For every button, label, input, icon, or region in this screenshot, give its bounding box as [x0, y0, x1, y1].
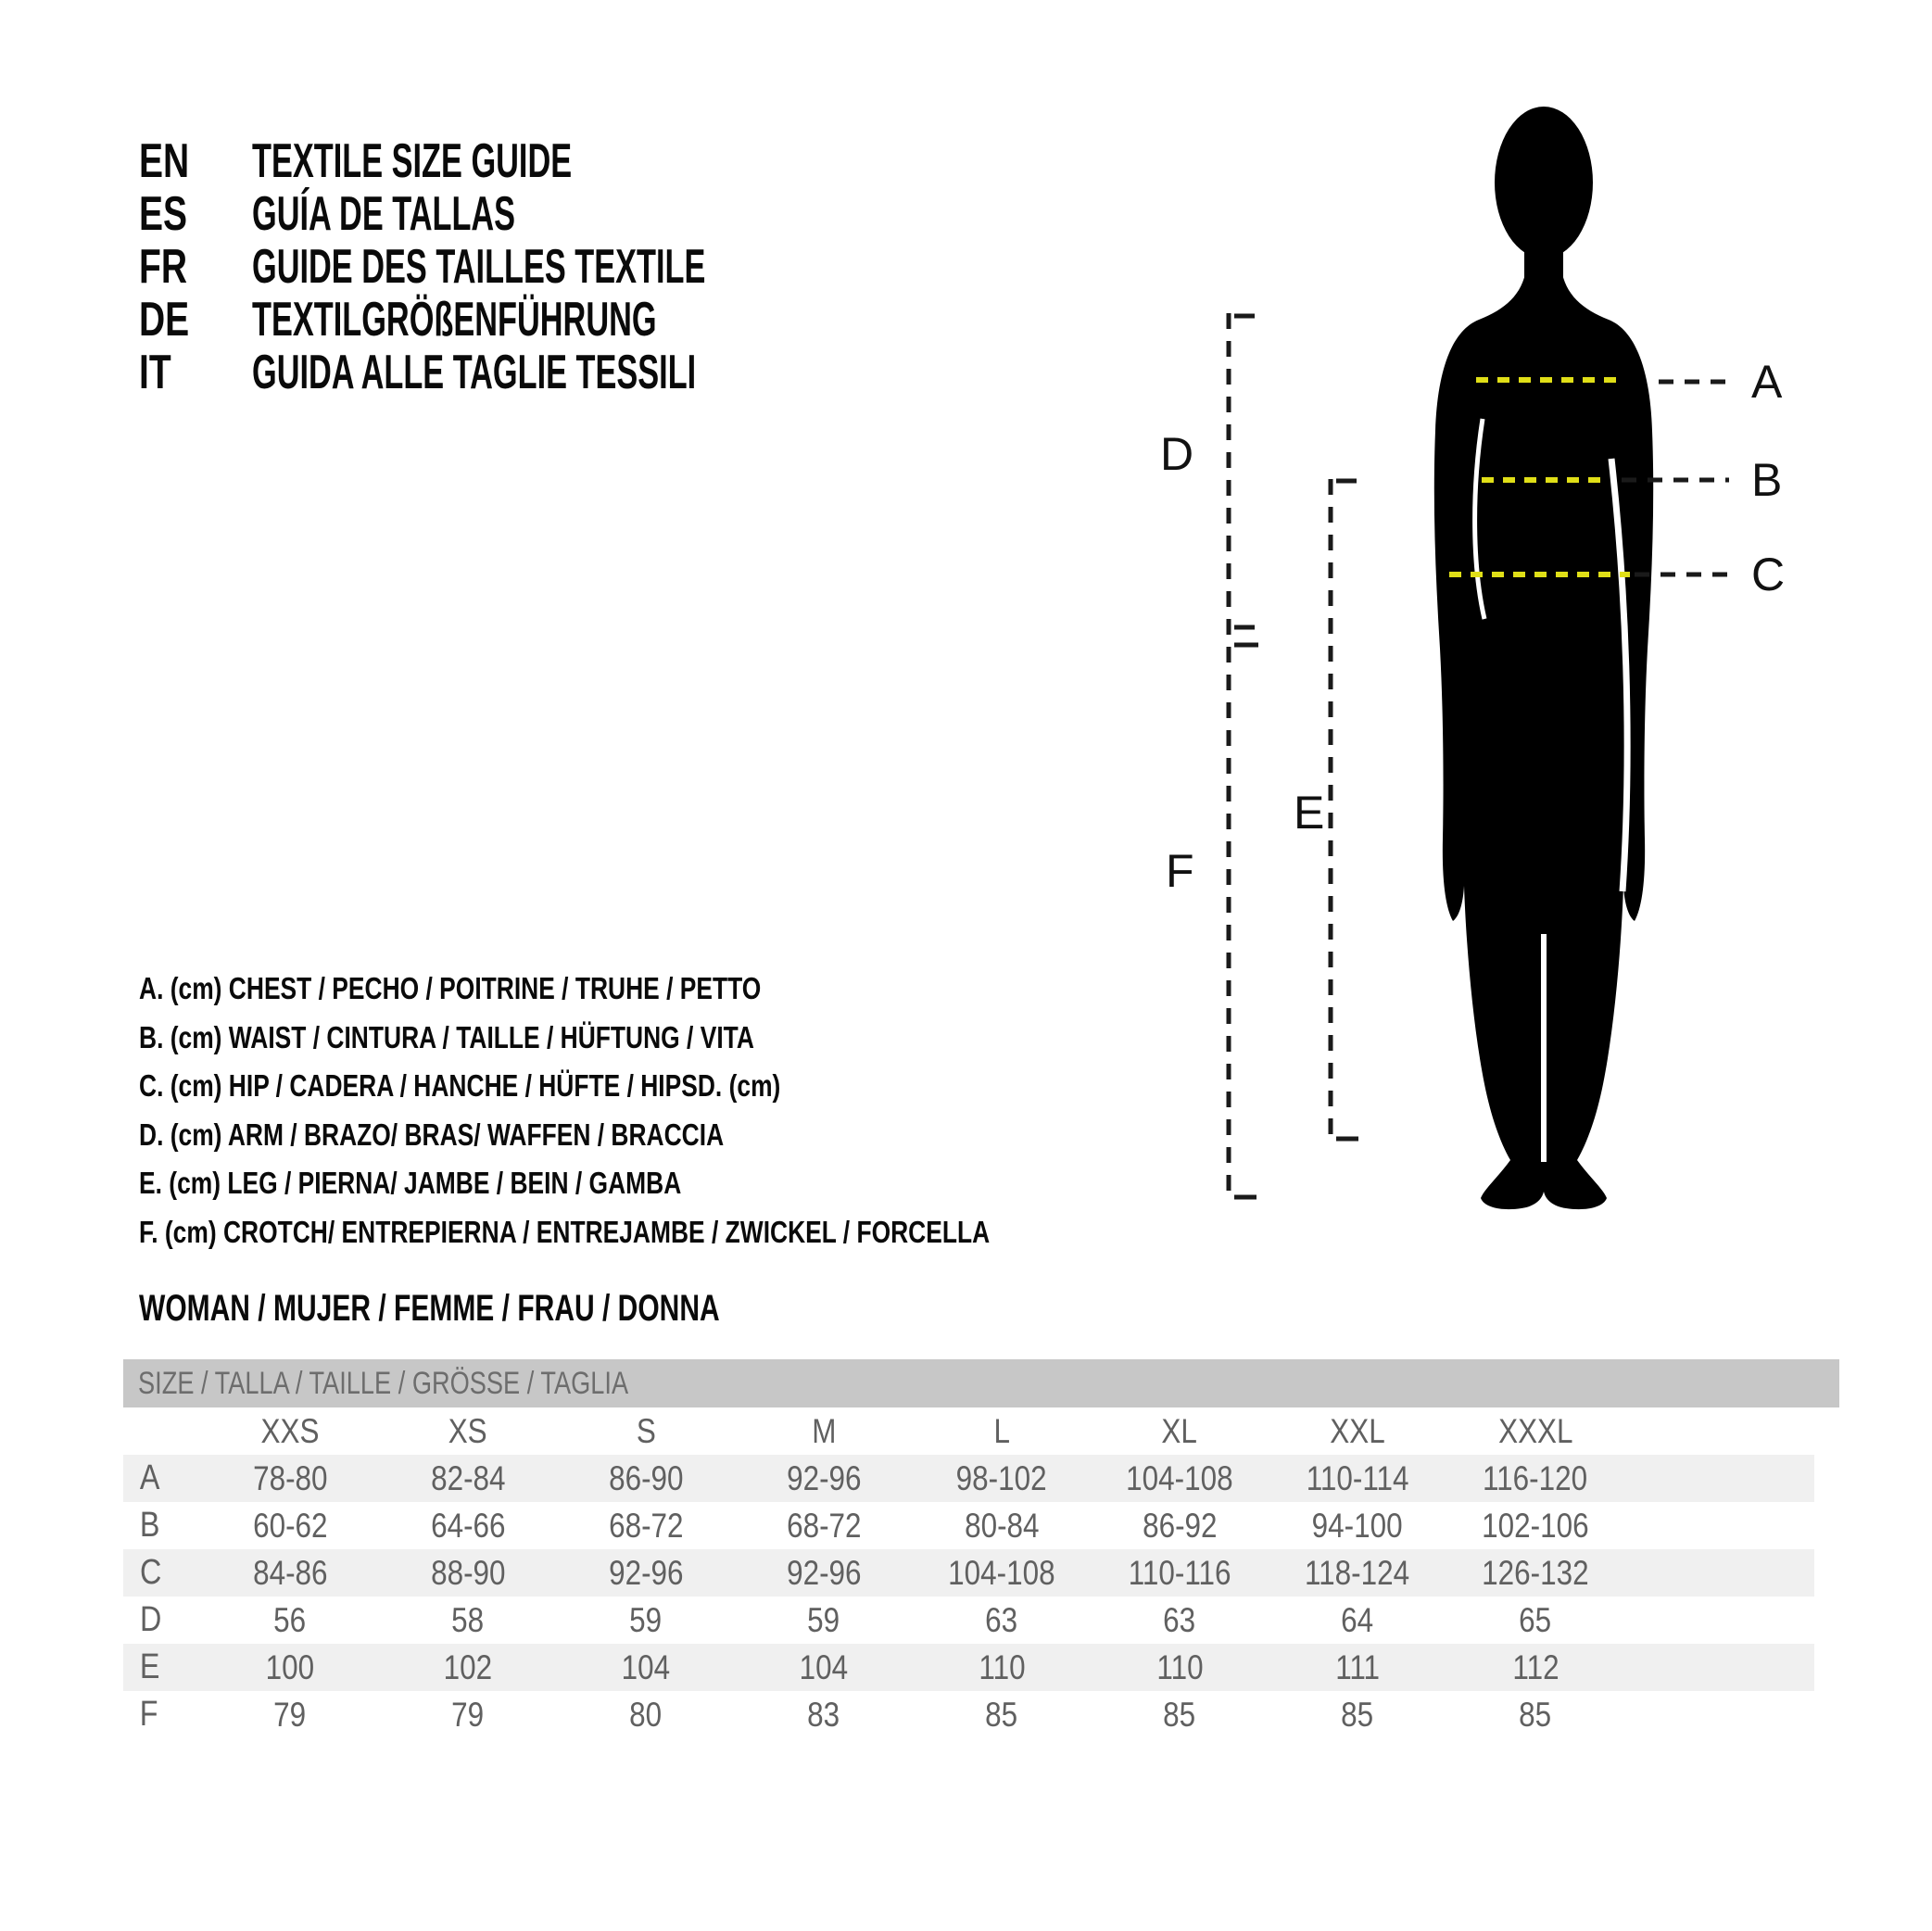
table-cell: 98-102	[956, 1458, 1047, 1497]
size-col-header: XXS	[260, 1411, 320, 1450]
lang-title: GUIDE DES TAILLES TEXTILE	[252, 239, 706, 294]
row-label: C	[140, 1553, 162, 1592]
marker-label-b: B	[1751, 454, 1783, 506]
lang-code: FR	[139, 239, 187, 294]
table-cell: 92-96	[786, 1553, 862, 1592]
row-label: E	[139, 1647, 160, 1686]
table-cell: 104	[799, 1647, 849, 1686]
section-heading	[139, 1290, 914, 1327]
marker-label-f: F	[1166, 845, 1194, 897]
woman-silhouette	[1434, 107, 1653, 1209]
lang-row-de	[139, 293, 940, 346]
size-col-header: XXXL	[1497, 1411, 1573, 1450]
lang-title: TEXTILGRÖßENFÜHRUNG	[252, 292, 657, 347]
row-label: B	[139, 1506, 160, 1545]
table-cell: 64-66	[430, 1506, 506, 1545]
table-cell: 102-106	[1482, 1506, 1589, 1545]
table-cell: 60-62	[252, 1506, 328, 1545]
table-row-d	[123, 1597, 1814, 1644]
table-cell: 85	[985, 1695, 1018, 1734]
table-cell: 78-80	[252, 1458, 328, 1497]
row-label: F	[139, 1695, 158, 1734]
table-cell: 64	[1341, 1600, 1374, 1639]
lang-title: GUIDA ALLE TAGLIE TESSILI	[252, 345, 697, 399]
table-cell: 104-108	[948, 1553, 1055, 1592]
measurement-legend	[139, 965, 1203, 1256]
lang-code: DE	[139, 292, 190, 347]
size-header-row	[123, 1407, 1814, 1455]
legend-item-waist: B. (cm) WAIST / CINTURA / TAILLE / HÜFTUNG / VITA	[139, 1019, 754, 1054]
table-cell: 111	[1335, 1647, 1380, 1686]
table-cell: 79	[451, 1695, 485, 1734]
table-cell: 104	[621, 1647, 671, 1686]
size-table	[123, 1407, 1814, 1738]
table-cell: 68-72	[608, 1506, 684, 1545]
size-col-header: XXL	[1330, 1411, 1385, 1450]
section-heading-text: WOMAN / MUJER / FEMME / FRAU / DONNA	[139, 1288, 720, 1329]
legend-item-leg: E. (cm) LEG / PIERNA/ JAMBE / BEIN / GAMBA	[139, 1166, 682, 1201]
lang-row-en	[139, 134, 940, 187]
table-cell: 88-90	[430, 1553, 506, 1592]
size-col-header: L	[993, 1411, 1010, 1450]
table-cell: 102	[443, 1647, 493, 1686]
table-row-f	[123, 1691, 1814, 1738]
table-cell: 80	[629, 1695, 663, 1734]
table-row-c	[123, 1549, 1814, 1597]
table-cell: 79	[273, 1695, 307, 1734]
language-title-block	[139, 134, 940, 398]
table-cell: 58	[451, 1600, 485, 1639]
table-cell: 85	[1519, 1695, 1552, 1734]
table-cell: 65	[1519, 1600, 1552, 1639]
lang-code: IT	[139, 345, 171, 399]
size-col-header: XL	[1161, 1411, 1198, 1450]
table-cell: 94-100	[1312, 1506, 1403, 1545]
legend-item-chest: A. (cm) CHEST / PECHO / POITRINE / TRUHE / PETTO	[139, 971, 762, 1006]
table-cell: 110	[1155, 1647, 1204, 1686]
table-cell: 116-120	[1483, 1458, 1588, 1497]
table-header-text: SIZE / TALLA / TAILLE / GRÖSSE / TAGLIA	[138, 1365, 629, 1401]
table-cell: 118-124	[1305, 1553, 1410, 1592]
table-cell: 110-116	[1128, 1553, 1231, 1592]
table-row-b	[123, 1502, 1814, 1549]
row-label: D	[140, 1600, 162, 1639]
marker-label-e: E	[1294, 787, 1325, 839]
lang-title: GUÍA DE TALLAS	[252, 186, 516, 241]
table-cell: 56	[273, 1600, 307, 1639]
table-cell: 86-92	[1142, 1506, 1218, 1545]
marker-label-a: A	[1751, 356, 1783, 408]
table-cell: 68-72	[786, 1506, 862, 1545]
table-cell: 80-84	[964, 1506, 1040, 1545]
lang-row-fr	[139, 240, 940, 293]
table-cell: 126-132	[1482, 1553, 1589, 1592]
table-row-e	[123, 1644, 1814, 1691]
marker-label-d: D	[1160, 428, 1194, 480]
table-cell: 59	[807, 1600, 840, 1639]
lang-code: EN	[139, 133, 190, 188]
table-header-band	[123, 1359, 1839, 1407]
size-col-header: M	[811, 1411, 837, 1450]
table-cell: 110	[978, 1647, 1026, 1686]
table-cell: 110-114	[1306, 1458, 1409, 1497]
size-col-header: XS	[448, 1411, 487, 1450]
legend-item-crotch: F. (cm) CROTCH/ ENTREPIERNA / ENTREJAMBE / ZWICKEL / FORCELLA	[139, 1214, 991, 1249]
table-cell: 63	[985, 1600, 1018, 1639]
table-cell: 83	[807, 1695, 840, 1734]
table-cell: 85	[1163, 1695, 1196, 1734]
lang-row-it	[139, 346, 940, 398]
table-cell: 104-108	[1126, 1458, 1233, 1497]
legend-item-arm: D. (cm) ARM / BRAZO/ BRAS/ WAFFEN / BRACCIA	[139, 1117, 725, 1152]
legend-item-hip: C. (cm) HIP / CADERA / HANCHE / HÜFTE / HIPSD. (cm)	[139, 1068, 781, 1104]
table-cell: 85	[1341, 1695, 1374, 1734]
marker-label-c: C	[1751, 549, 1786, 600]
table-cell: 92-96	[786, 1458, 862, 1497]
table-cell: 86-90	[608, 1458, 684, 1497]
table-cell: 92-96	[608, 1553, 684, 1592]
table-cell: 84-86	[252, 1553, 328, 1592]
table-cell: 100	[265, 1647, 315, 1686]
table-cell: 82-84	[430, 1458, 506, 1497]
table-cell: 112	[1511, 1647, 1559, 1686]
size-col-header: S	[636, 1411, 656, 1450]
lang-row-es	[139, 187, 940, 240]
lang-title: TEXTILE SIZE GUIDE	[252, 133, 573, 188]
row-label: A	[139, 1458, 160, 1497]
table-row-a	[123, 1455, 1814, 1502]
table-cell: 63	[1163, 1600, 1196, 1639]
lang-code: ES	[139, 186, 188, 241]
table-cell: 59	[629, 1600, 663, 1639]
